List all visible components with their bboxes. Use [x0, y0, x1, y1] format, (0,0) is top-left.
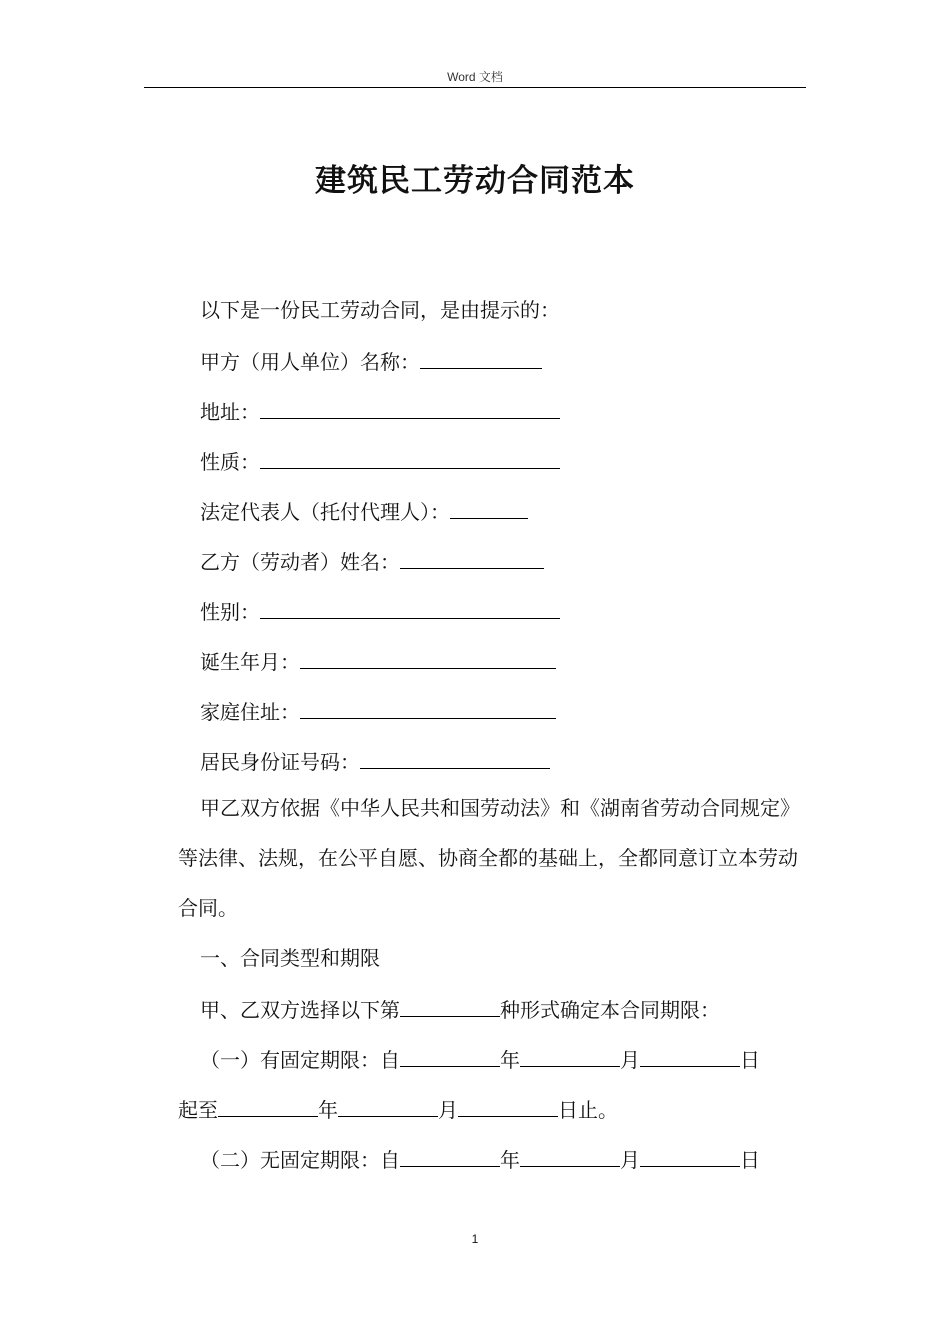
open-term-label: （二）无固定期限：自	[200, 1148, 400, 1172]
day-text: 日	[740, 1048, 760, 1072]
fill-blank[interactable]	[218, 1096, 318, 1117]
month-text: 月	[438, 1098, 458, 1122]
day-text: 日	[740, 1148, 760, 1172]
section-1-heading	[200, 946, 830, 971]
page-number: 1	[471, 1232, 479, 1246]
choice-text-pre: 甲、乙双方选择以下第	[200, 998, 400, 1022]
fixed-term-label: （一）有固定期限：自	[200, 1048, 400, 1072]
fill-blank[interactable]	[640, 1046, 740, 1067]
fill-blank[interactable]	[520, 1046, 620, 1067]
end-text: 日止。	[558, 1098, 618, 1122]
section-1-choice	[200, 996, 830, 1023]
field-legal-rep	[200, 498, 830, 525]
field-label: 家庭住址：	[200, 700, 300, 724]
fill-blank[interactable]	[260, 448, 560, 469]
choice-text-post: 种形式确定本合同期限：	[500, 998, 720, 1022]
fill-blank[interactable]	[400, 996, 500, 1017]
field-label: 性质：	[200, 450, 260, 474]
field-label: 地址：	[200, 400, 260, 424]
fill-blank[interactable]	[400, 1146, 500, 1167]
field-label: 甲方（用人单位）名称：	[200, 350, 420, 374]
year-text: 年	[500, 1148, 520, 1172]
field-label: 乙方（劳动者）姓名：	[200, 550, 400, 574]
field-party-a-name	[200, 348, 830, 375]
month-text: 月	[620, 1048, 640, 1072]
field-gender	[200, 598, 830, 625]
intro-text: 以下是一份民工劳动合同，是由提示的：	[200, 298, 560, 322]
header-divider	[144, 87, 806, 88]
fill-blank[interactable]	[458, 1096, 558, 1117]
page-header-label: Word 文档	[447, 70, 503, 84]
field-label: 法定代表人（托付代理人）：	[200, 500, 450, 524]
field-birth	[200, 648, 830, 675]
field-id-number	[200, 748, 830, 775]
fill-blank[interactable]	[520, 1146, 620, 1167]
field-nature	[200, 448, 830, 475]
until-text: 起至	[178, 1098, 218, 1122]
year-text: 年	[500, 1048, 520, 1072]
document-title: 建筑民工劳动合同范本	[315, 163, 635, 199]
field-address	[200, 398, 830, 425]
fill-blank[interactable]	[260, 398, 560, 419]
section-heading-text: 一、合同类型和期限	[200, 946, 380, 970]
fill-blank[interactable]	[640, 1146, 740, 1167]
month-text: 月	[620, 1148, 640, 1172]
intro-line	[200, 298, 830, 323]
preamble-paragraph: 甲乙双方依据《中华人民共和国劳动法》和《湖南省劳动合同规定》等法律、法规，在公平自愿、协商全都的基础上，全都同意订立本劳动合同。	[178, 796, 800, 920]
field-label: 居民身份证号码：	[200, 750, 360, 774]
fill-blank[interactable]	[450, 498, 528, 519]
field-label: 诞生年月：	[200, 650, 300, 674]
field-home-address	[200, 698, 830, 725]
fill-blank[interactable]	[360, 748, 550, 769]
field-party-b-name	[200, 548, 830, 575]
fill-blank[interactable]	[400, 1046, 500, 1067]
open-term-line	[200, 1146, 830, 1173]
fixed-term-line-1	[200, 1046, 830, 1073]
fill-blank[interactable]	[300, 648, 556, 669]
fill-blank[interactable]	[300, 698, 556, 719]
field-label: 性别：	[200, 600, 260, 624]
fill-blank[interactable]	[338, 1096, 438, 1117]
fixed-term-line-2	[178, 1096, 808, 1123]
fill-blank[interactable]	[260, 598, 560, 619]
year-text: 年	[318, 1098, 338, 1122]
fill-blank[interactable]	[400, 548, 544, 569]
fill-blank[interactable]	[420, 348, 542, 369]
